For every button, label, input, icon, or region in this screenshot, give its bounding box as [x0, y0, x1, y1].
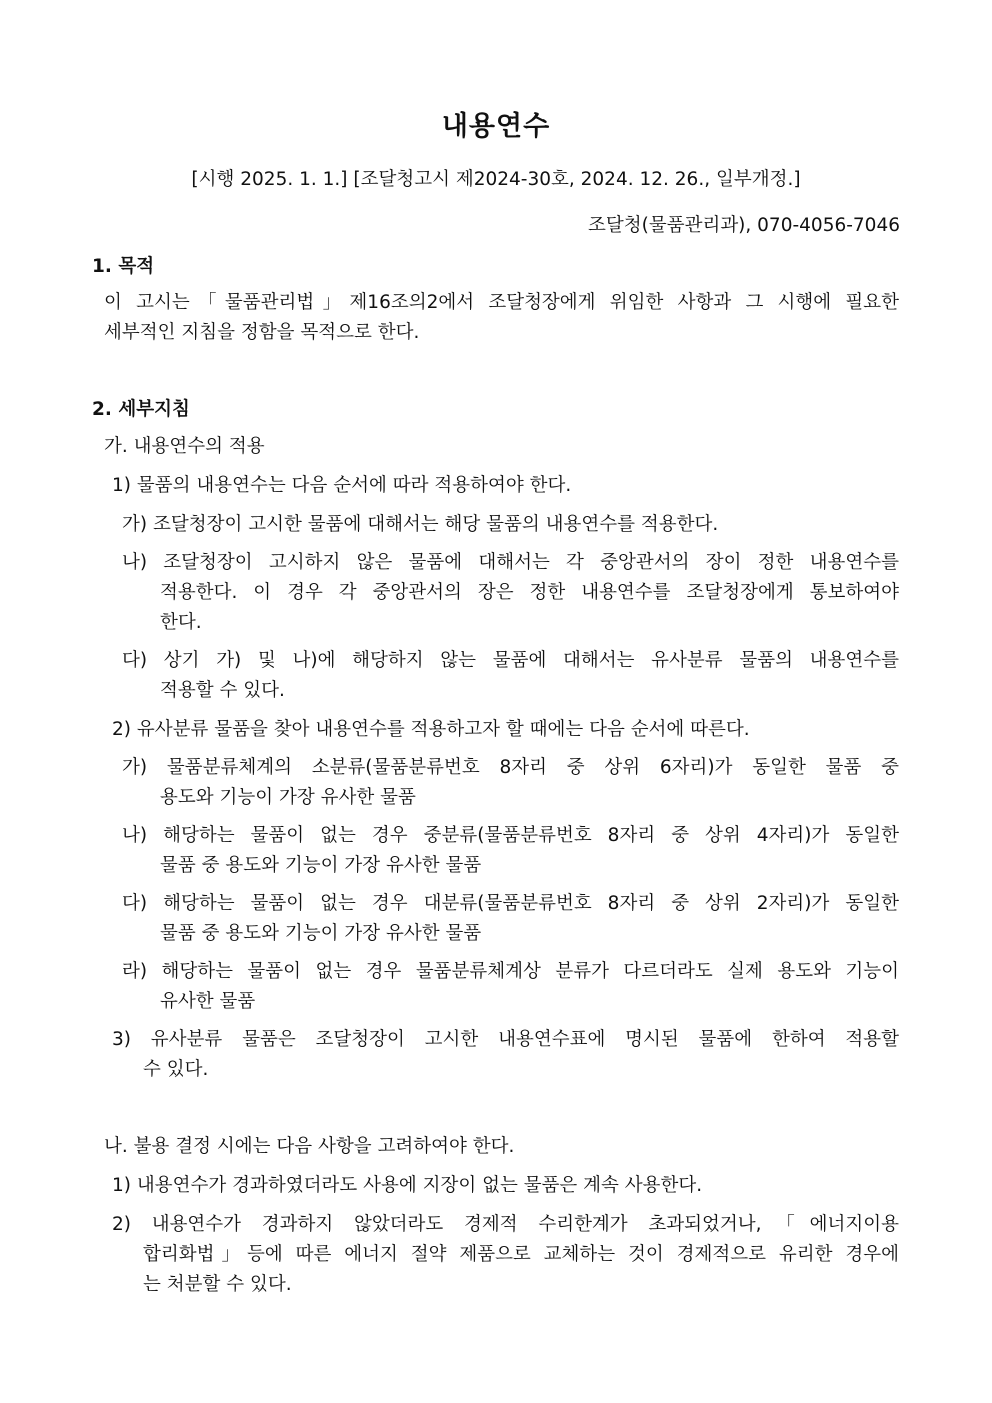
- na-item-2-line-3: 는 처분할 수 있다.: [143, 1274, 292, 1295]
- ga-item-1-b-line-1: 나) 조달청장이 고시하지 않은 물품에 대해서는 각 중앙관서의 장이 정한 내용연수를: [122, 552, 899, 573]
- ga-item-1-c-line-1: 다) 상기 가) 및 나)에 해당하지 않는 물품에 대해서는 유사분류 물품의 내용연수를: [122, 650, 899, 671]
- ga-item-1-a: 가) 조달청장이 고시한 물품에 대해서는 해당 물품의 내용연수를 적용한다.: [122, 514, 719, 535]
- ga-item-2-c-line-1: 다) 해당하는 물품이 없는 경우 대분류(물품분류번호 8자리 중 상위 2자리)가 동일한: [122, 893, 899, 914]
- subsection-ga-title: 가. 내용연수의 적용: [104, 436, 265, 457]
- contact-info: 조달청(물품관리과), 070-4056-7046: [588, 215, 900, 236]
- section-1-line-2: 세부적인 지침을 정함을 목적으로 한다.: [104, 322, 420, 343]
- ga-item-3-line-1: 3) 유사분류 물품은 조달청장이 고시한 내용연수표에 명시된 물품에 한하여 적용할: [112, 1029, 899, 1050]
- enforcement-info: [시행 2025. 1. 1.] [조달청고시 제2024-30호, 2024. 12. 26., 일부개정.]: [191, 169, 801, 190]
- na-item-1: 1) 내용연수가 경과하였더라도 사용에 지장이 없는 물품은 계속 사용한다.: [112, 1175, 703, 1196]
- ga-item-2-b-line-2: 물품 중 용도와 기능이 가장 유사한 물품: [160, 855, 482, 876]
- ga-item-3-line-2: 수 있다.: [143, 1059, 209, 1080]
- ga-item-2-d-line-1: 라) 해당하는 물품이 없는 경우 물품분류체계상 분류가 다르더라도 실제 용도와 기능이: [122, 961, 899, 982]
- ga-item-2-b-line-1: 나) 해당하는 물품이 없는 경우 중분류(물품분류번호 8자리 중 상위 4자리)가 동일한: [122, 825, 899, 846]
- section-1-heading: 1. 목적: [92, 256, 155, 277]
- na-item-2-line-2: 합리화법」등에 따른 에너지 절약 제품으로 교체하는 것이 경제적으로 유리한 경우에: [143, 1244, 899, 1265]
- ga-item-2: 2) 유사분류 물품을 찾아 내용연수를 적용하고자 할 때에는 다음 순서에 따른다.: [112, 719, 750, 740]
- ga-item-2-d-line-2: 유사한 물품: [160, 991, 256, 1012]
- ga-item-2-a-line-1: 가) 물품분류체계의 소분류(물품분류번호 8자리 중 상위 6자리)가 동일한 물품 중: [122, 757, 899, 778]
- ga-item-2-c-line-2: 물품 중 용도와 기능이 가장 유사한 물품: [160, 923, 482, 944]
- ga-item-1: 1) 물품의 내용연수는 다음 순서에 따라 적용하여야 한다.: [112, 475, 572, 496]
- document-title: 내용연수: [441, 111, 551, 142]
- ga-item-1-c-line-2: 적용할 수 있다.: [160, 680, 285, 701]
- ga-item-1-b-line-2: 적용한다. 이 경우 각 중앙관서의 장은 정한 내용연수를 조달청장에게 통보하여야: [160, 582, 899, 603]
- ga-item-1-b-line-3: 한다.: [160, 612, 202, 633]
- section-1-line-1: 이 고시는「물품관리법」제16조의2에서 조달청장에게 위임한 사항과 그 시행에 필요한: [104, 292, 899, 313]
- section-2-heading: 2. 세부지침: [92, 399, 190, 420]
- subsection-na-title: 나. 불용 결정 시에는 다음 사항을 고려하여야 한다.: [104, 1136, 515, 1157]
- ga-item-2-a-line-2: 용도와 기능이 가장 유사한 물품: [160, 787, 416, 808]
- na-item-2-line-1: 2) 내용연수가 경과하지 않았더라도 경제적 수리한계가 초과되었거나,「에너지이용: [112, 1214, 899, 1235]
